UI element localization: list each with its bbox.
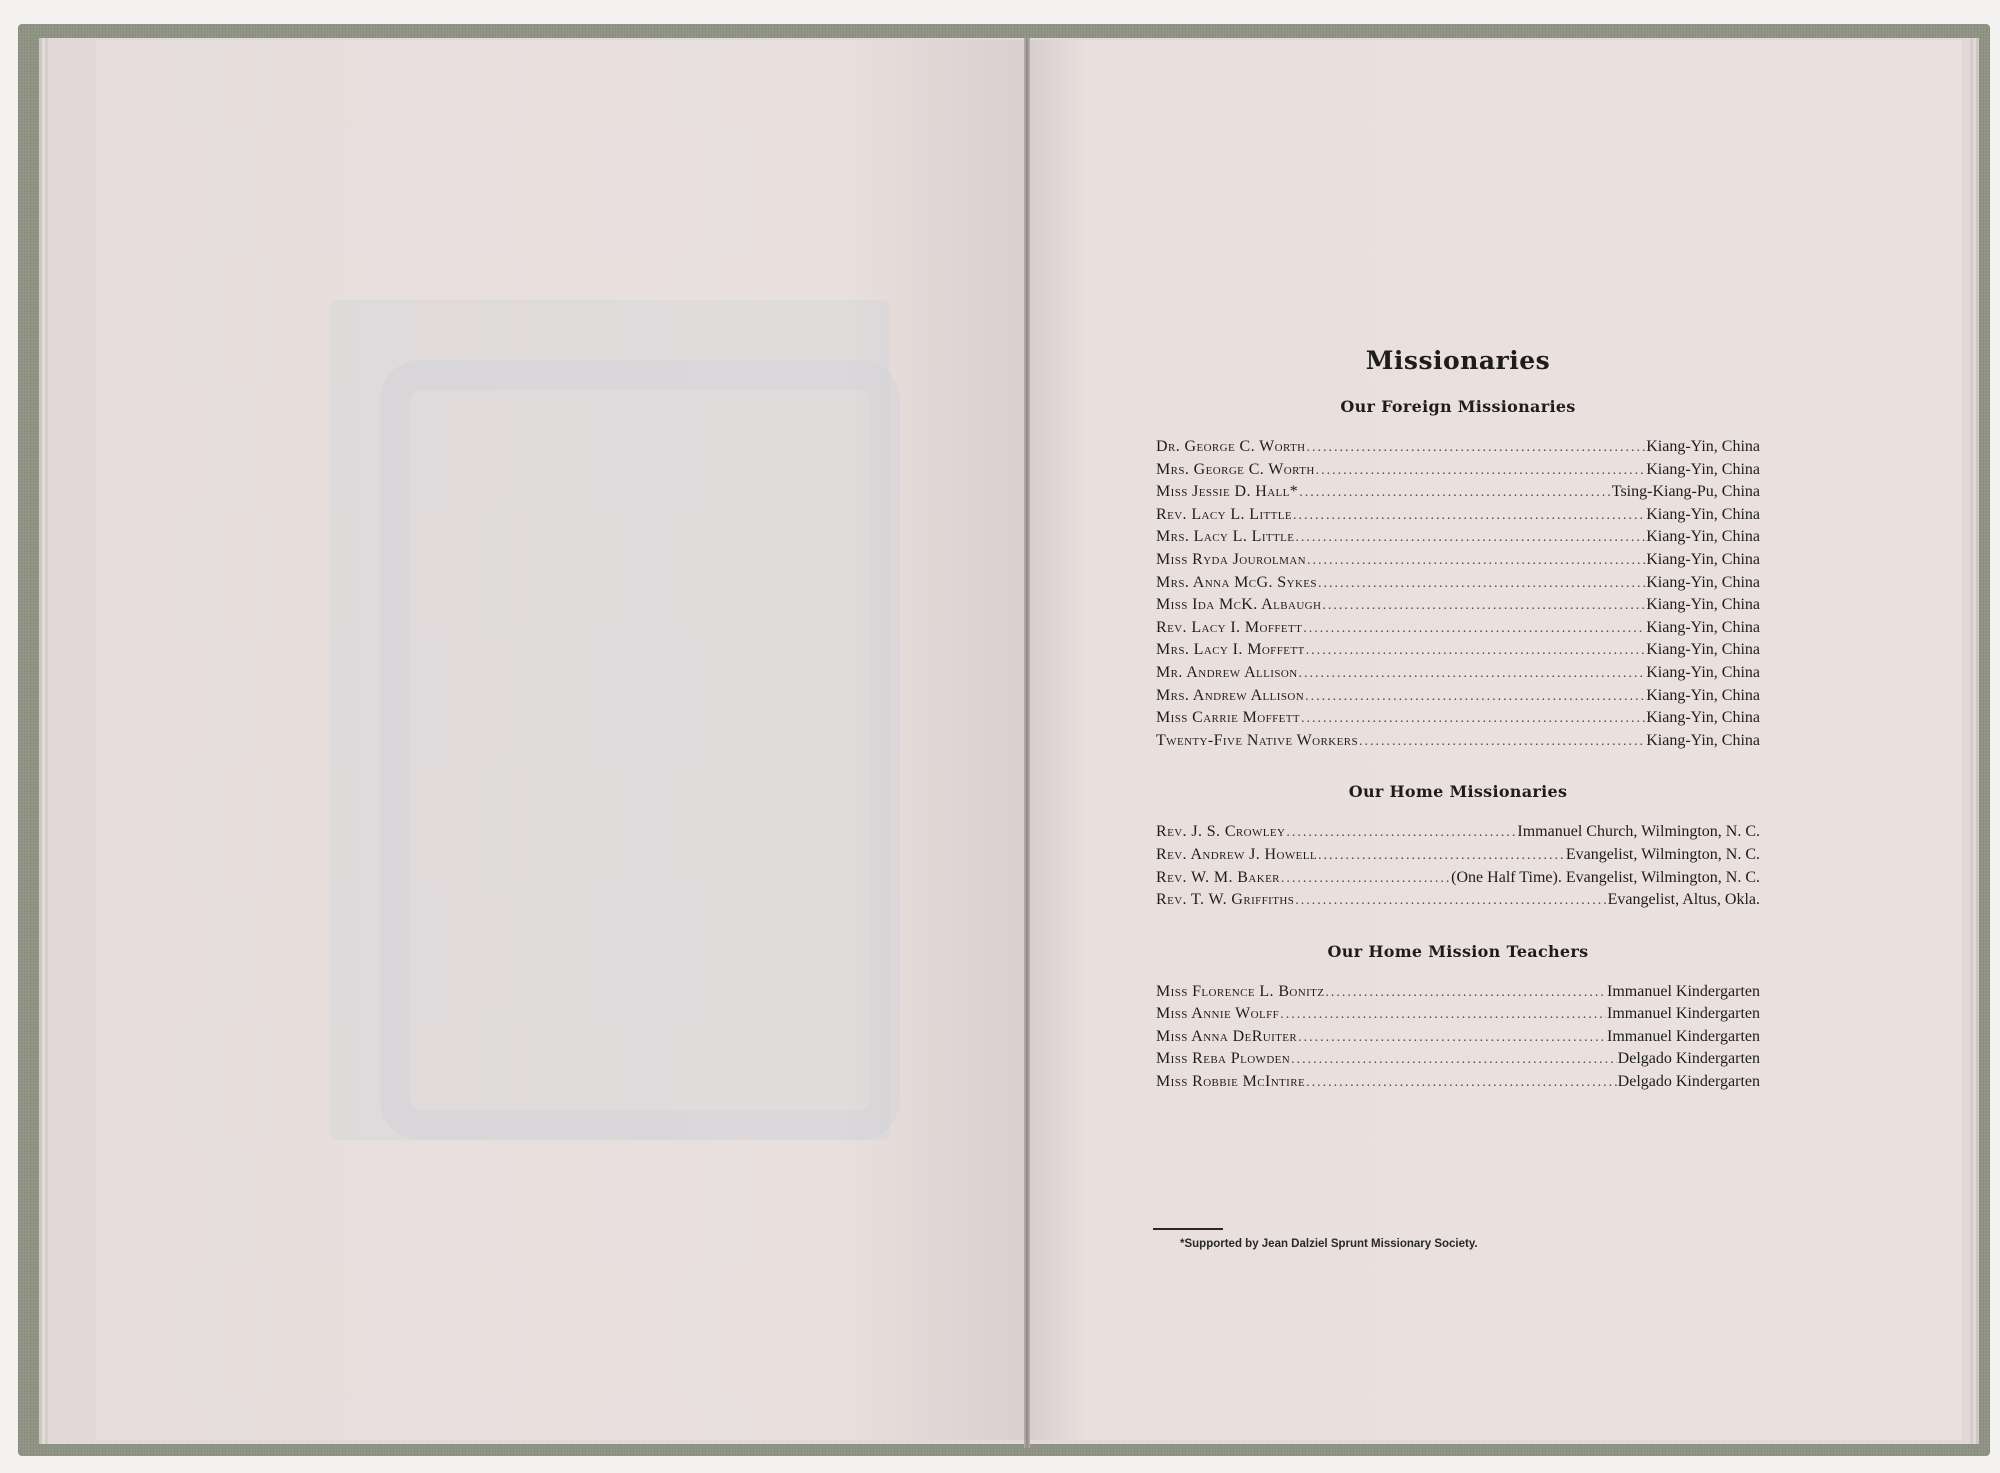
list-item [1156,1048,1760,1071]
entry-name: Mrs. Lacy I. Moffett [1156,641,1305,659]
leader-dots [1280,1004,1606,1026]
list-item [1156,867,1760,890]
footnote: *Supported by Jean Dalziel Sprunt Missionary Society. [1180,1238,1478,1250]
leader-dots [1318,573,1645,595]
entry-location: Immanuel Kindergarten [1607,1027,1760,1045]
leader-dots [1306,640,1646,662]
leader-dots [1325,982,1606,1004]
list-item [1156,662,1760,685]
entry-location: Kiang-Yin, China [1646,573,1760,591]
book-gutter [1024,38,1030,1448]
entry-name: Miss Florence L. Bonitz [1156,982,1325,1000]
entry-name: Rev. T. W. Griffiths [1156,891,1295,909]
entry-location: Immanuel Church, Wilmington, N. C. [1517,823,1760,841]
entry-location: Kiang-Yin, China [1646,618,1760,636]
missionaries-list [1156,346,1760,1094]
section-heading-teachers: Our Home Mission Teachers [1327,941,1589,961]
list-item [1156,1026,1760,1049]
entry-location: Evangelist, Wilmington, N. C. [1565,845,1760,863]
entry-location: Tsing-Kiang-Pu, China [1611,483,1760,501]
list-item [1156,707,1760,730]
leader-dots [1298,1027,1606,1049]
section-heading-foreign: Our Foreign Missionaries [1340,397,1576,416]
entry-name: Mrs. Andrew Allison [1156,686,1305,704]
entry-name: Miss Robbie McIntire [1156,1073,1306,1091]
entry-name: Rev. Lacy I. Moffett [1156,618,1303,636]
leader-dots [1299,663,1646,685]
entry-location: Immanuel Kindergarten [1607,1005,1760,1023]
entry-location: Kiang-Yin, China [1646,528,1760,546]
list-item [1156,572,1760,595]
entry-location: Kiang-Yin, China [1646,596,1760,614]
list-item [1156,844,1760,867]
list-item [1156,504,1760,527]
entry-name: Miss Carrie Moffett [1156,709,1300,727]
entry-location: Kiang-Yin, China [1646,663,1760,681]
entry-name: Mr. Andrew Allison [1156,663,1298,681]
entry-name: Miss Reba Plowden [1156,1050,1291,1068]
entry-location: Kiang-Yin, China [1646,438,1760,455]
list-item [1156,1003,1760,1026]
list-item [1156,459,1760,482]
entry-location: Kiang-Yin, China [1646,460,1760,478]
entry-name: Mrs. Lacy L. Little [1156,528,1295,546]
list-item [1156,981,1760,1004]
section-heading-home: Our Home Missionaries [1348,782,1568,802]
entry-location: Kiang-Yin, China [1646,709,1760,727]
list-item [1156,821,1760,844]
leader-dots [1318,845,1565,867]
entry-location: Kiang-Yin, China [1646,686,1760,704]
entry-location: (One Half Time). Evangelist, Wilmington, N. C. [1451,868,1760,886]
list-item [1156,481,1760,504]
leader-dots [1303,618,1645,640]
entry-name: Miss Annie Wolff [1156,1005,1280,1023]
page-title: Missionaries [1365,346,1551,375]
entry-location: Delgado Kindergarten [1617,1050,1760,1068]
foreign-missionaries-list [1156,436,1760,752]
leader-dots [1301,708,1645,730]
leader-dots [1281,868,1450,890]
entry-location: Kiang-Yin, China [1646,550,1760,568]
entry-location: Kiang-Yin, China [1646,505,1760,523]
list-item [1156,594,1760,617]
leader-dots [1306,1072,1617,1094]
entry-location: Kiang-Yin, China [1646,731,1760,749]
leader-dots [1316,460,1646,482]
entry-name: Rev. Lacy L. Little [1156,505,1293,523]
entry-name: Miss Jessie D. Hall* [1156,483,1299,501]
entry-name: Miss Anna DeRuiter [1156,1027,1298,1045]
entry-name: Twenty-Five Native Workers [1156,731,1358,749]
leader-dots [1305,686,1645,708]
entry-name: Mrs. George C. Worth [1156,460,1315,478]
leader-dots [1307,550,1645,572]
list-item [1156,436,1760,459]
list-item [1156,526,1760,549]
entry-name: Miss Ida McK. Albaugh [1156,596,1322,614]
leader-dots [1286,822,1516,844]
list-item [1156,1071,1760,1094]
entry-location: Immanuel Kindergarten [1607,982,1760,1000]
leader-dots [1295,527,1645,549]
list-item [1156,730,1760,753]
leader-dots [1299,482,1611,504]
entry-location: Delgado Kindergarten [1617,1073,1760,1091]
entry-name: Rev. W. M. Baker [1156,868,1280,886]
bleed-through-frame [380,360,900,1140]
leader-dots [1295,890,1606,912]
entry-name: Rev. Andrew J. Howell [1156,845,1317,863]
leader-dots [1293,505,1645,527]
entry-name: Mrs. Anna McG. Sykes [1156,573,1317,591]
leader-dots [1306,437,1645,459]
leader-dots [1359,731,1645,753]
entry-location: Evangelist, Altus, Okla. [1607,891,1760,909]
list-item [1156,889,1760,912]
list-item [1156,617,1760,640]
list-item [1156,685,1760,708]
leader-dots [1291,1049,1617,1071]
entry-location: Kiang-Yin, China [1646,641,1760,659]
entry-name: Miss Ryda Jourolman [1156,550,1307,568]
list-item [1156,549,1760,572]
list-item [1156,639,1760,662]
footnote-rule [1153,1228,1223,1230]
home-missionaries-list [1156,821,1760,911]
entry-name: Dr. George C. Worth [1156,438,1306,455]
home-mission-teachers-list [1156,981,1760,1094]
entry-name: Rev. J. S. Crowley [1156,823,1286,841]
leader-dots [1322,595,1645,617]
